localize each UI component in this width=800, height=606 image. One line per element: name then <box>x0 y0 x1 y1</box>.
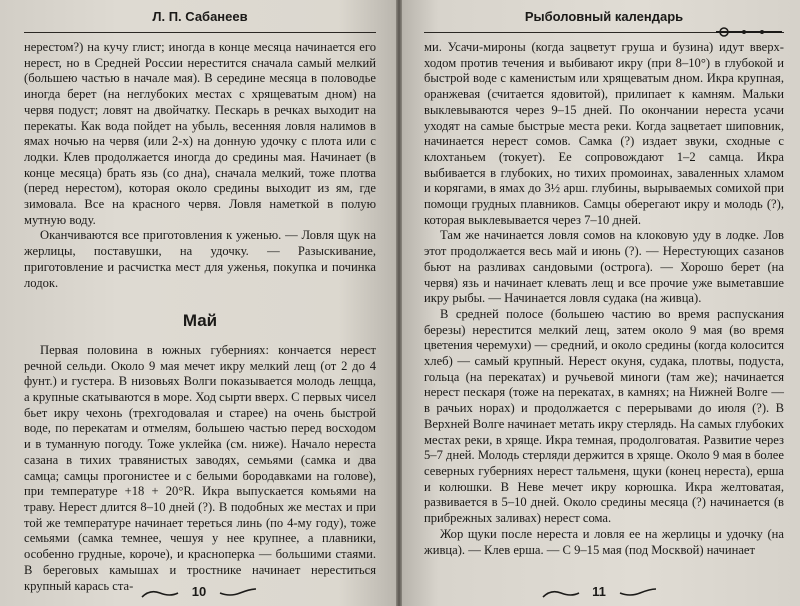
left-page <box>0 0 398 606</box>
left-running-head <box>24 0 376 34</box>
left-running-head-title: Л. П. Сабанеев <box>152 9 248 24</box>
fishing-rod-icon <box>714 18 784 38</box>
left-page-text <box>24 40 376 594</box>
right-page <box>398 0 800 606</box>
left-head-rule <box>24 32 376 33</box>
right-paragraph-3: В средней полосе (большею частию во время распускания березы) нерестится мелкий лещ, затем около 9 мая (во время цветения черемухи) — средний, и около средины (когда колосится хлеб) — самый крупный. Нерест окуня, судака, плотвы, подуста, гольца (на перекатах) и ручьевой миноги (там же); начинается нерест пескаря (тоже на перекатах, в камнях; на Нижней Волге — в рачьих норах) и продолжается с перерывами до июля (?). В Верхней Волге начинает метать икру стерлядь. На самых глубоких местах реки, в хряще. Икра темная, продолговатая. Развитие через 5–7 дней. Молодь стерляди держится в хряще. Около 9 мая в более северных губерниях нерест тальменя, щуки (конец нереста), ерша и колюшки. В Неве мечет икру корюшка. Икра желтоватая, развивается в 5–10 дней. Около средины месяца (?) начинается (в прибрежных заливах) нерест сома. <box>424 306 784 526</box>
section-title-may: Май <box>182 311 218 331</box>
left-paragraph-2: Оканчиваются все приготовления к уженью. — Ловля щук на жерлицы, поставушки, на удочку. — Разыскивание, приготовление и расчистка мест для уженья, покупка и починка лодок. <box>24 228 376 290</box>
right-paragraph-1: ми. Усачи-мироны (когда зацветут груша и бузина) идут вверх-ходом против течения и выбивают икру (при 8–10°) в глубокой и быстрой воде с каменистым или хрящеватым дном. Икра крупная, оранжевая (считается ядовитой), прилипает к камням. Мальки выклевываются через 9–15 дней. По окончании нереста усачи уходят на самые быстрые места реки. Когда зацветает шиповник, начинается нерест сомов. Самка (?) издает звуки, сходные с клохтаньем (токует). Ее сопровождают 1–2 самца. Икра выбивается в глубоких, но тихих промоинах, заваленных хламом и корягами, в ямах до 3½ арш. глубины, вырываемых сомихой при помощи грудных плавников. Самцы оберегают икру и молодь (?), которая выклевывается через 7–10 дней. <box>424 40 784 227</box>
book-gutter <box>396 0 402 606</box>
right-running-head <box>424 0 784 34</box>
right-folio <box>398 582 800 602</box>
right-page-text <box>424 40 784 558</box>
left-page-number: 10 <box>191 584 207 599</box>
right-paragraph-2: Там же начинается ловля сомов на клоковую уду в лодке. Лов этот продолжается весь май и июнь (?). — Нерестующих сазанов бьют на разливах сандовыми (острога). — Хорошо берет (на червя) язь и начинает клевать лещ и все прочие уже выметавшие икру рыбы. — Начинается ловля судака (на живца). <box>424 228 784 306</box>
right-folio-ornament-left-icon <box>541 587 581 599</box>
right-folio-ornament-right-icon <box>618 587 658 599</box>
left-folio <box>0 582 398 602</box>
left-folio-ornament-right-icon <box>218 587 258 599</box>
right-paragraph-4: Жор щуки после нереста и ловля ее на жерлицы и удочку (на живца). — Клев ерша. — С 9–15 мая (под Москвой) начинает <box>424 526 784 557</box>
right-page-number: 11 <box>592 584 606 599</box>
left-paragraph-3: Первая половина в южных губерниях: кончается нерест речной сельди. Около 9 мая мечет икру мелкий лещ (от 2 до 4 фунт.) и густера. В низовьях Волги показывается молодь лещца, а крупные скатываются в море. Ход сырти вверх. С первых чисел бьет икру чехонь (трехгодовалая и старее) на очень быстрой воде, по перекатам и отмелям, большею частью перед восходом и в туманную погоду. Тоже уклейка (см. ниже). Начало нереста сазана в тихих травянистых заводях, семьями (самка и два самца; самцы прогонистее и с белыми бородавками на голове), при температуре +18 + 20°R. Икра выпускается комьями на траву. Нерест длится 8–10 дней (?). В подобных же местах и при той же температуре начинает тереться линь (по 4-му году), тоже семьями (самка темнее, чешуя у нее крупнее, а плавники, особенно грудные, короче), и красноперка — большими стаями. В береговых камышах и тростнике начинает нереститься крупный карась ста- <box>24 342 376 593</box>
left-folio-ornament-left-icon <box>140 587 180 599</box>
right-running-head-title: Рыболовный календарь <box>524 9 684 24</box>
left-paragraph-1: нерестом?) на кучу глист; иногда в конце месяца начинается его нерест, но в Средней России нерестится сначала самый мелкий (большею частью в начале мая). В середине месяца в половодье иногда берет (на неглубоких местах с хрящеватым дном) на червя подуст; ловят на двойчатку. Пескарь в речках выходит на перекаты. Как вода пойдет на убыль, весенняя ловля налимов в ямах ночью на червя (или 2-х) на донную удочку с плота или с лодки. Клев продолжается иногда до средины мая. Начинает (в конце месяца) брать язь (со дна), сначала мелкий, тоже плотва (перед нерестом), которая около средины выходит из ям, где зимовала. Все на красного червя. Ловля наметкой в полую мутную воду. <box>24 40 376 227</box>
